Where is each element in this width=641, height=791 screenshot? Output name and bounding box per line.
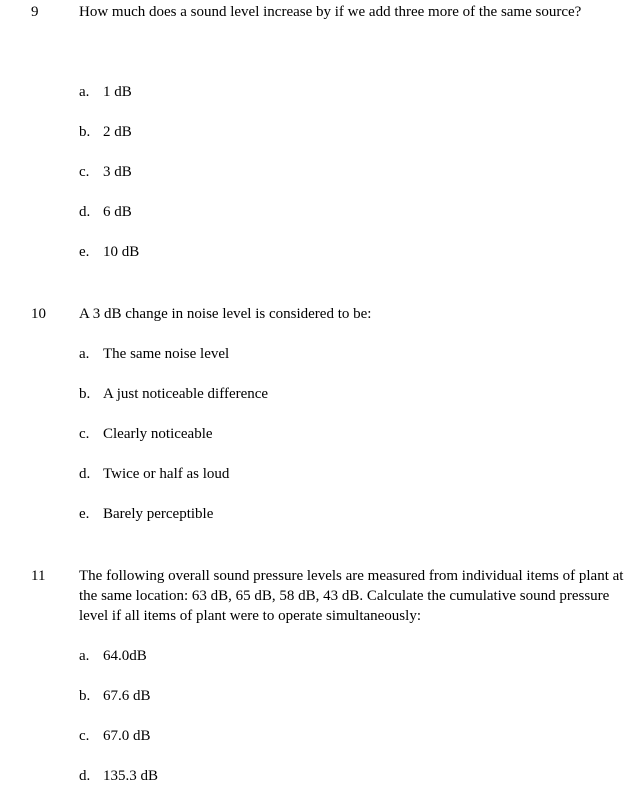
option-letter: b. — [79, 688, 91, 704]
option-text: The same noise level — [103, 346, 230, 362]
option-text: 1 dB — [103, 84, 132, 100]
option-b[interactable] — [79, 122, 132, 142]
option-letter: a. — [79, 84, 90, 100]
option-text: 135.3 dB — [103, 768, 159, 784]
question-number: 10 — [31, 306, 46, 322]
option-letter: b. — [79, 386, 91, 402]
option-letter: c. — [79, 164, 90, 180]
question-text: A 3 dB change in noise level is considered to be: — [79, 306, 372, 322]
option-text: A just noticeable difference — [103, 386, 269, 402]
option-text: 64.0dB — [103, 648, 147, 664]
option-text: 6 dB — [103, 204, 132, 220]
option-b[interactable] — [79, 384, 268, 404]
option-letter: d. — [79, 768, 91, 784]
option-letter: e. — [79, 244, 90, 260]
question-number: 11 — [31, 568, 46, 584]
option-c[interactable] — [79, 424, 213, 444]
question-number: 9 — [31, 4, 39, 20]
option-c[interactable] — [79, 726, 151, 746]
option-letter: e. — [79, 506, 90, 522]
option-d[interactable] — [79, 202, 132, 222]
option-a[interactable] — [79, 646, 147, 666]
option-text: Twice or half as loud — [103, 466, 230, 482]
option-text: 3 dB — [103, 164, 132, 180]
option-letter: c. — [79, 728, 90, 744]
option-c[interactable] — [79, 162, 132, 182]
option-d[interactable] — [79, 766, 158, 786]
option-text: Clearly noticeable — [103, 426, 213, 442]
option-a[interactable] — [79, 82, 132, 102]
option-letter: b. — [79, 124, 91, 140]
question-text: The following overall sound pressure levels are measured from individual items of plant at the same location: 63 dB, 65 dB, 58 dB, 43 dB. Calculate the cumulative sound pressure level if all items of plant were to operate simultaneously: — [79, 568, 624, 624]
option-b[interactable] — [79, 686, 151, 706]
option-text: 10 dB — [103, 244, 140, 260]
option-text: 2 dB — [103, 124, 132, 140]
option-text: 67.0 dB — [103, 728, 151, 744]
option-text: Barely perceptible — [103, 506, 214, 522]
option-d[interactable] — [79, 464, 229, 484]
option-a[interactable] — [79, 344, 229, 364]
option-letter: a. — [79, 648, 90, 664]
option-letter: c. — [79, 426, 90, 442]
option-letter: d. — [79, 204, 91, 220]
option-text: 67.6 dB — [103, 688, 151, 704]
option-letter: a. — [79, 346, 90, 362]
option-e[interactable] — [79, 242, 139, 262]
question-text: How much does a sound level increase by if we add three more of the same source? — [79, 4, 582, 20]
option-letter: d. — [79, 466, 91, 482]
option-e[interactable] — [79, 504, 213, 524]
